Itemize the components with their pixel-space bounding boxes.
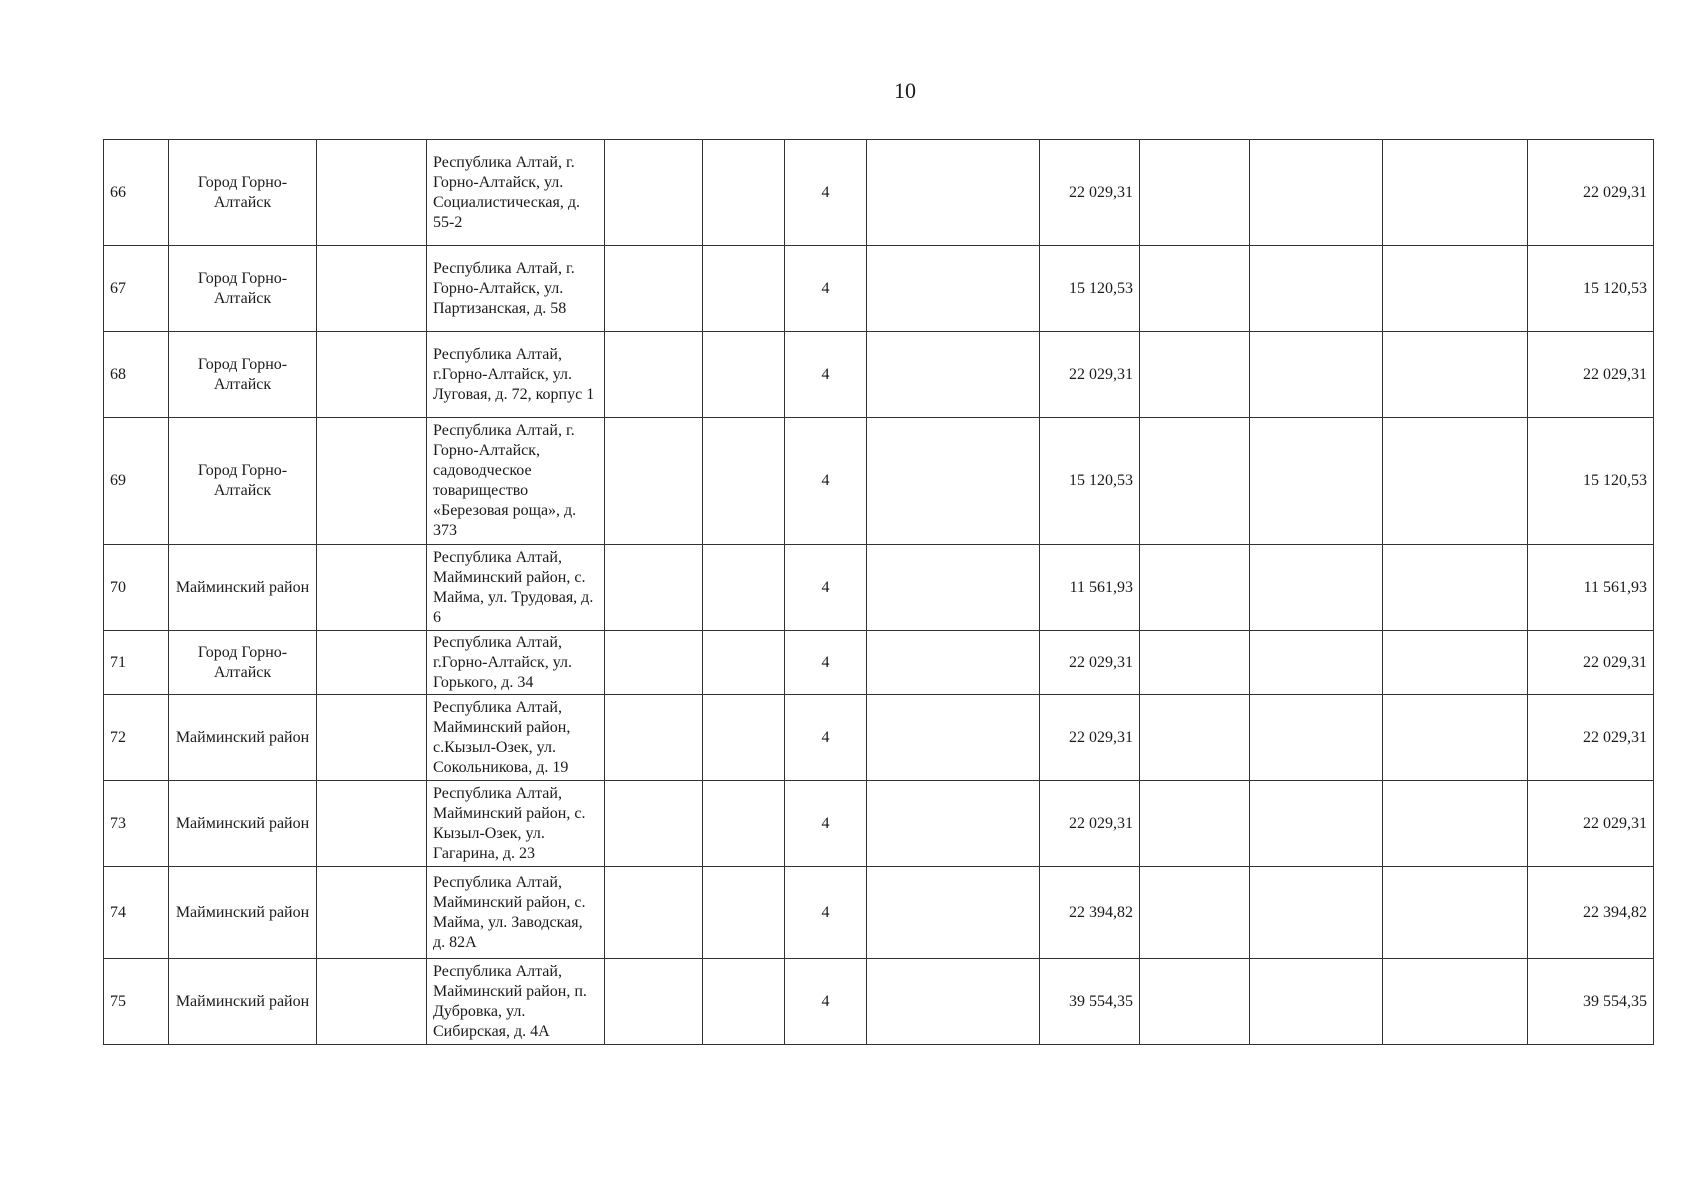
empty-cell (867, 140, 1040, 246)
empty-cell (317, 545, 427, 631)
empty-cell (605, 867, 703, 959)
total-cell: 39 554,35 (1528, 959, 1654, 1045)
row-number: 70 (104, 545, 169, 631)
empty-cell (703, 781, 785, 867)
empty-cell (1383, 418, 1528, 545)
empty-cell (1383, 781, 1528, 867)
empty-cell (703, 140, 785, 246)
empty-cell (1250, 959, 1383, 1045)
empty-cell (867, 418, 1040, 545)
row-number: 67 (104, 246, 169, 332)
amount-cell: 22 029,31 (1040, 695, 1140, 781)
empty-cell (1140, 695, 1250, 781)
row-number: 75 (104, 959, 169, 1045)
empty-cell (1250, 418, 1383, 545)
empty-cell (1383, 867, 1528, 959)
table-row (104, 959, 1654, 1045)
district-cell: Город Горно-Алтайск (169, 332, 317, 418)
row-number: 71 (104, 631, 169, 695)
total-cell: 22 029,31 (1528, 631, 1654, 695)
table-row (104, 695, 1654, 781)
empty-cell (1250, 867, 1383, 959)
table-row (104, 332, 1654, 418)
empty-cell (703, 246, 785, 332)
table-row (104, 545, 1654, 631)
count-cell: 4 (785, 246, 867, 332)
empty-cell (1383, 246, 1528, 332)
row-number: 68 (104, 332, 169, 418)
amount-cell: 22 029,31 (1040, 140, 1140, 246)
table-row (104, 867, 1654, 959)
district-cell: Майминский район (169, 959, 317, 1045)
empty-cell (317, 140, 427, 246)
empty-cell (317, 418, 427, 545)
empty-cell (1250, 140, 1383, 246)
total-cell: 15 120,53 (1528, 246, 1654, 332)
empty-cell (703, 631, 785, 695)
empty-cell (317, 332, 427, 418)
district-cell: Майминский район (169, 545, 317, 631)
row-number: 72 (104, 695, 169, 781)
empty-cell (867, 631, 1040, 695)
count-cell: 4 (785, 867, 867, 959)
address-cell: Республика Алтай, Майминский район, п. Дубровка, ул. Сибирская, д. 4А (427, 959, 605, 1045)
empty-cell (1383, 545, 1528, 631)
address-cell: Республика Алтай, г. Горно-Алтайск, ул. Социалистическая, д. 55-2 (427, 140, 605, 246)
district-cell: Город Горно-Алтайск (169, 140, 317, 246)
district-cell: Майминский район (169, 867, 317, 959)
count-cell: 4 (785, 695, 867, 781)
amount-cell: 22 029,31 (1040, 332, 1140, 418)
empty-cell (605, 695, 703, 781)
empty-cell (317, 959, 427, 1045)
empty-cell (1250, 332, 1383, 418)
empty-cell (317, 695, 427, 781)
count-cell: 4 (785, 781, 867, 867)
empty-cell (867, 781, 1040, 867)
empty-cell (317, 246, 427, 332)
empty-cell (703, 418, 785, 545)
empty-cell (1140, 545, 1250, 631)
empty-cell (605, 418, 703, 545)
empty-cell (703, 545, 785, 631)
district-cell: Город Горно-Алтайск (169, 631, 317, 695)
count-cell: 4 (785, 545, 867, 631)
empty-cell (1250, 695, 1383, 781)
address-cell: Республика Алтай, г.Горно-Алтайск, ул. Горького, д. 34 (427, 631, 605, 695)
empty-cell (867, 959, 1040, 1045)
amount-cell: 22 029,31 (1040, 781, 1140, 867)
count-cell: 4 (785, 959, 867, 1045)
empty-cell (317, 631, 427, 695)
empty-cell (1383, 631, 1528, 695)
total-cell: 22 029,31 (1528, 695, 1654, 781)
empty-cell (317, 867, 427, 959)
amount-cell: 15 120,53 (1040, 418, 1140, 545)
address-cell: Республика Алтай, г. Горно-Алтайск, ул. Партизанская, д. 58 (427, 246, 605, 332)
empty-cell (605, 140, 703, 246)
table-row (104, 246, 1654, 332)
empty-cell (605, 246, 703, 332)
empty-cell (1383, 140, 1528, 246)
empty-cell (1383, 959, 1528, 1045)
row-number: 69 (104, 418, 169, 545)
empty-cell (1140, 332, 1250, 418)
district-cell: Город Горно-Алтайск (169, 418, 317, 545)
count-cell: 4 (785, 418, 867, 545)
empty-cell (1250, 781, 1383, 867)
empty-cell (1140, 418, 1250, 545)
empty-cell (1383, 332, 1528, 418)
empty-cell (605, 631, 703, 695)
amount-cell: 22 394,82 (1040, 867, 1140, 959)
document-table (103, 139, 1654, 1045)
amount-cell: 22 029,31 (1040, 631, 1140, 695)
empty-cell (703, 695, 785, 781)
district-cell: Майминский район (169, 695, 317, 781)
amount-cell: 39 554,35 (1040, 959, 1140, 1045)
empty-cell (1140, 959, 1250, 1045)
empty-cell (867, 332, 1040, 418)
table-row (104, 631, 1654, 695)
empty-cell (867, 246, 1040, 332)
table-row (104, 140, 1654, 246)
address-cell: Республика Алтай, г. Горно-Алтайск, садоводческое товарищество «Березовая роща», д. 373 (427, 418, 605, 545)
total-cell: 11 561,93 (1528, 545, 1654, 631)
district-cell: Город Горно-Алтайск (169, 246, 317, 332)
total-cell: 22 029,31 (1528, 140, 1654, 246)
empty-cell (605, 959, 703, 1045)
amount-cell: 15 120,53 (1040, 246, 1140, 332)
empty-cell (867, 545, 1040, 631)
address-cell: Республика Алтай, Майминский район, с. Майма, ул. Трудовая, д. 6 (427, 545, 605, 631)
empty-cell (1140, 631, 1250, 695)
empty-cell (1250, 545, 1383, 631)
address-cell: Республика Алтай, Майминский район, с. Майма, ул. Заводская, д. 82А (427, 867, 605, 959)
empty-cell (867, 695, 1040, 781)
table-row (104, 781, 1654, 867)
empty-cell (605, 781, 703, 867)
table-row (104, 418, 1654, 545)
amount-cell: 11 561,93 (1040, 545, 1140, 631)
empty-cell (1140, 867, 1250, 959)
total-cell: 22 394,82 (1528, 867, 1654, 959)
district-cell: Майминский район (169, 781, 317, 867)
page-number: 10 (894, 78, 916, 103)
empty-cell (605, 332, 703, 418)
address-cell: Республика Алтай, г.Горно-Алтайск, ул. Луговая, д. 72, корпус 1 (427, 332, 605, 418)
empty-cell (703, 959, 785, 1045)
empty-cell (317, 781, 427, 867)
empty-cell (1140, 246, 1250, 332)
empty-cell (1140, 140, 1250, 246)
row-number: 74 (104, 867, 169, 959)
empty-cell (1383, 695, 1528, 781)
count-cell: 4 (785, 140, 867, 246)
empty-cell (1250, 631, 1383, 695)
row-number: 73 (104, 781, 169, 867)
empty-cell (867, 867, 1040, 959)
count-cell: 4 (785, 332, 867, 418)
address-cell: Республика Алтай, Майминский район, с. Кызыл-Озек, ул. Гагарина, д. 23 (427, 781, 605, 867)
empty-cell (1250, 246, 1383, 332)
empty-cell (703, 867, 785, 959)
total-cell: 15 120,53 (1528, 418, 1654, 545)
total-cell: 22 029,31 (1528, 781, 1654, 867)
empty-cell (605, 545, 703, 631)
empty-cell (703, 332, 785, 418)
total-cell: 22 029,31 (1528, 332, 1654, 418)
address-cell: Республика Алтай, Майминский район, с.Кызыл-Озек, ул. Сокольникова, д. 19 (427, 695, 605, 781)
row-number: 66 (104, 140, 169, 246)
count-cell: 4 (785, 631, 867, 695)
empty-cell (1140, 781, 1250, 867)
